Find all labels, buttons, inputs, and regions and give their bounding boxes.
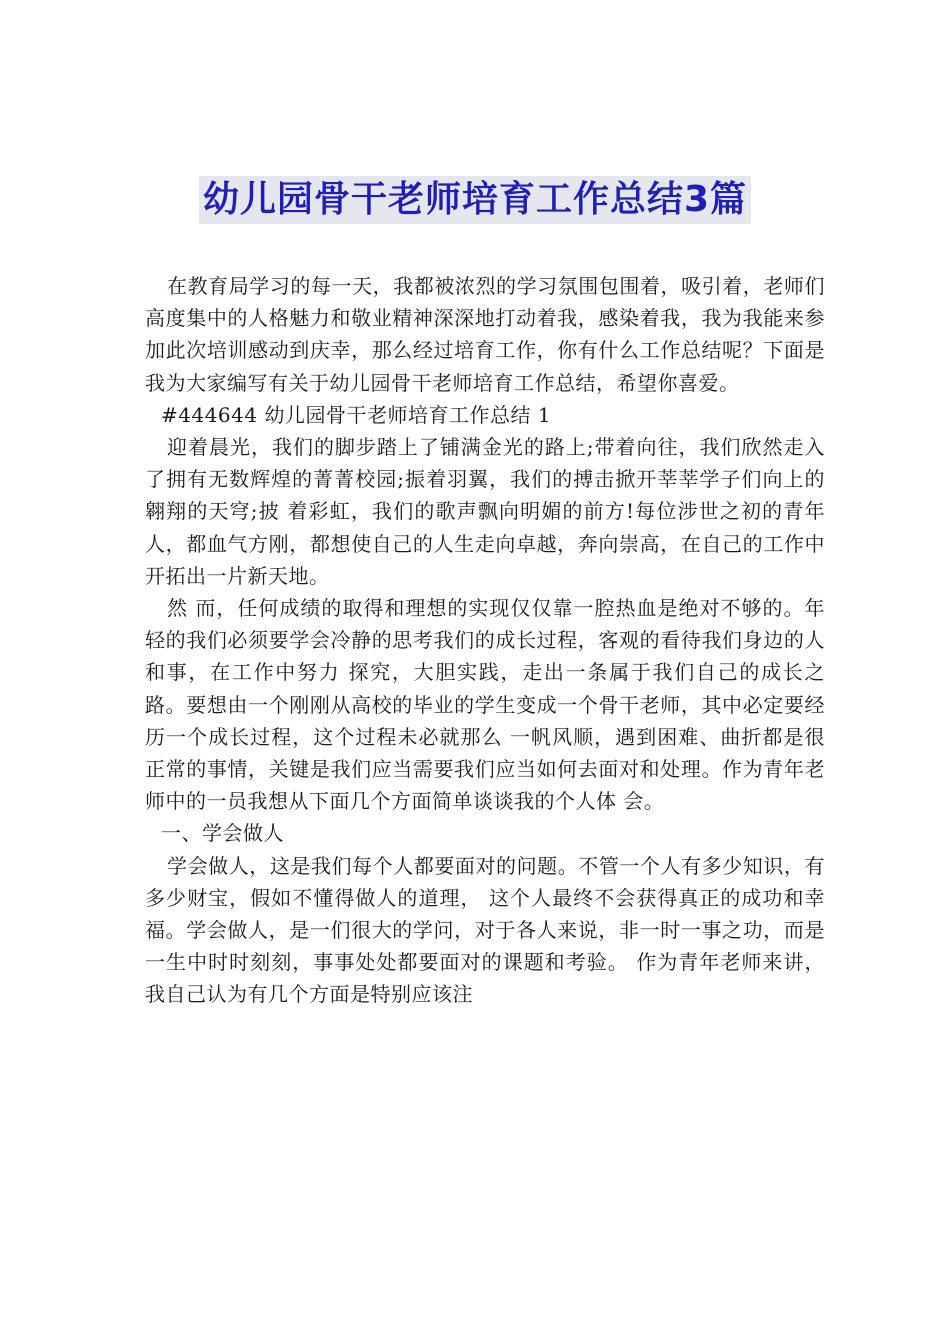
body-paragraph-3: 学会做人，这是我们每个人都要面对的问题。不管一个人有多少知识，有多少财宝，假如不懂得做人的道理， 这个人最终不会获得真正的成功和幸福。学会做人，是一们很大的学问，对于各人来说，非一时一事之功，而是一生中时时刻刻，事事处处都要面对的课题和考验。 作为青年老师来讲，我自己认为有几个方面是特别应该注	[145, 853, 825, 1007]
section-heading-2: 一、学会做人	[161, 821, 284, 846]
document-title: 幼儿园骨干老师培育工作总结3篇	[199, 176, 751, 224]
body-paragraph-2: 然 而，任何成绩的取得和理想的实现仅仅靠一腔热血是绝对不够的。年轻的我们必须要学会冷静的思考我们的成长过程，客观的看待我们身边的人和事，在工作中努力 探究，大胆实践，走出一条属于我们自己的成长之路。要想由一个刚刚从高校的毕业的学生变成一个骨干老师，其中必定要经历一个成长过程，这个过程未必就那么 一帆风顺，遇到困难、曲折都是很正常的事情，关键是我们应当需要我们应当如何去面对和处理。作为青年老师中的一员我想从下面几个方面简单谈谈我的个人体 会。	[145, 596, 825, 814]
section-heading-1: #444644 幼儿园骨干老师培育工作总结 1	[161, 402, 552, 427]
document-body	[145, 270, 825, 1011]
body-paragraph-1: 迎着晨光，我们的脚步踏上了铺满金光的路上;带着向往，我们欣然走入了拥有无数辉煌的菁菁校园;振着羽翼，我们的搏击掀开莘莘学子们向上的翱翔的天穹;披 着彩虹，我们的歌声飘向明媚的前方!每位涉世之初的青年人，都血气方刚，都想使自己的人生走向卓越，奔向崇高，在自己的工作中开拓出一片新天地。	[145, 435, 825, 588]
title-container	[0, 176, 950, 224]
intro-paragraph: 在教育局学习的每一天，我都被浓烈的学习氛围包围着，吸引着，老师们高度集中的人格魅力和敬业精神深深地打动着我，感染着我，我为我能来参加此次培训感动到庆幸，那么经过培育工作，你有什么工作总结呢？下面是我为大家编写有关于幼儿园骨干老师培育工作总结，希望你喜爱。	[145, 274, 825, 395]
